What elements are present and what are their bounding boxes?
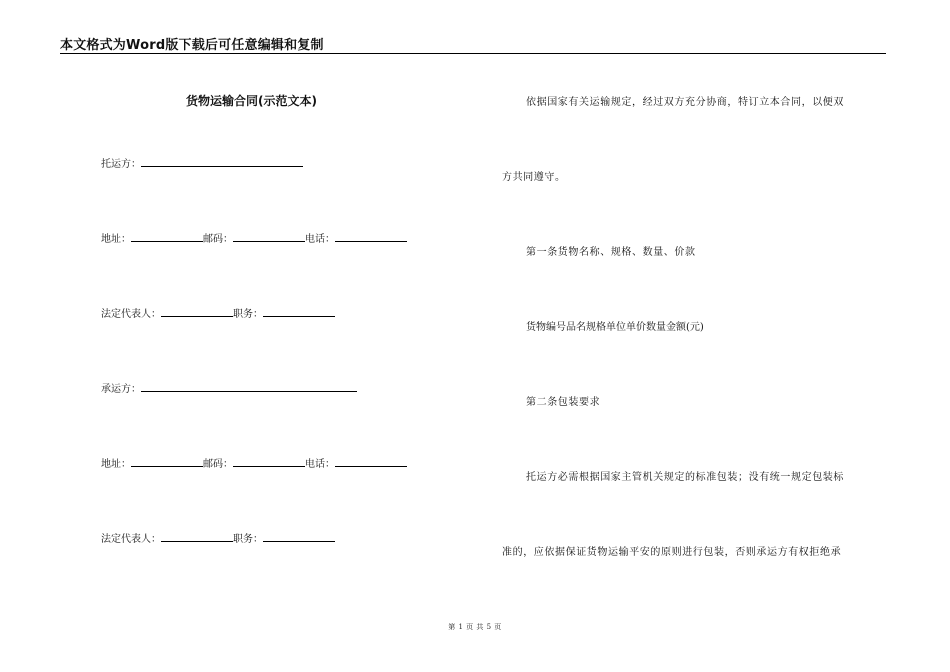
shipper-address-label: 地址：: [101, 234, 131, 245]
carrier-rep-line: [101, 530, 335, 546]
carrier-postcode-label: 邮码：: [203, 459, 233, 470]
packaging-paragraph-cont: 准的，应依据保证货物运输平安的原则进行包装，否则承运方有权拒绝承: [502, 547, 842, 558]
page-indicator: 第 1 页 共 5 页: [448, 623, 502, 631]
carrier-phone-blank[interactable]: [335, 457, 407, 467]
shipper-position-label: 职务：: [233, 309, 263, 320]
carrier-position-blank[interactable]: [263, 532, 335, 542]
shipper-rep-line: [101, 305, 335, 321]
intro-paragraph-cont: 方共同遵守。: [502, 172, 566, 183]
shipper-name-blank[interactable]: [141, 157, 303, 167]
shipper-phone-blank[interactable]: [335, 232, 407, 242]
carrier-line: [101, 380, 357, 396]
goods-table-header: 货物编号品名规格单位单价数量金额(元): [526, 322, 704, 333]
article-2-heading: 第二条包装要求: [526, 397, 601, 408]
article-1-heading: 第一条货物名称、规格、数量、价款: [526, 247, 696, 258]
carrier-name-blank[interactable]: [141, 382, 357, 392]
page-header: [60, 34, 886, 54]
shipper-phone-label: 电话：: [305, 234, 335, 245]
carrier-contact-line: [101, 455, 407, 471]
shipper-postcode-blank[interactable]: [233, 232, 305, 242]
shipper-address-blank[interactable]: [131, 232, 203, 242]
carrier-address-label: 地址：: [101, 459, 131, 470]
header-title: 本文格式为Word版下载后可任意编辑和复制: [60, 38, 324, 53]
shipper-position-blank[interactable]: [263, 307, 335, 317]
carrier-position-label: 职务：: [233, 534, 263, 545]
shipper-rep-label: 法定代表人：: [101, 309, 161, 320]
carrier-rep-blank[interactable]: [161, 532, 233, 542]
carrier-phone-label: 电话：: [305, 459, 335, 470]
packaging-paragraph: 托运方必需根据国家主管机关规定的标准包装；没有统一规定包装标: [526, 472, 844, 483]
carrier-label: 承运方：: [101, 384, 141, 395]
shipper-contact-line: [101, 230, 407, 246]
shipper-postcode-label: 邮码：: [203, 234, 233, 245]
document-title: 货物运输合同(示范文本): [186, 94, 317, 108]
carrier-address-blank[interactable]: [131, 457, 203, 467]
carrier-rep-label: 法定代表人：: [101, 534, 161, 545]
shipper-label: 托运方：: [101, 159, 141, 170]
shipper-rep-blank[interactable]: [161, 307, 233, 317]
shipper-line: [101, 155, 303, 171]
carrier-postcode-blank[interactable]: [233, 457, 305, 467]
intro-paragraph: 依据国家有关运输规定，经过双方充分协商，特订立本合同，以便双: [526, 97, 844, 108]
